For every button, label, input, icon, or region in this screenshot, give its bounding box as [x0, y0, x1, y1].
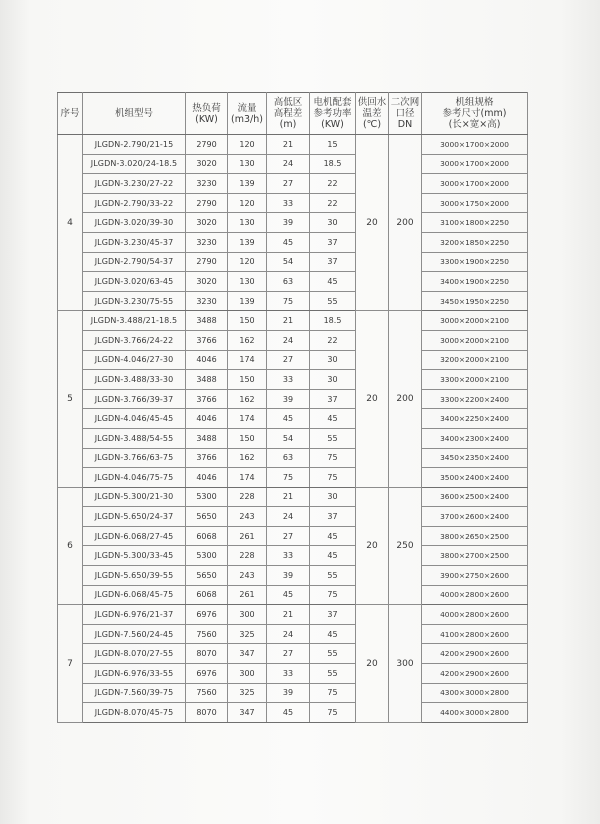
heat-load-cell: 7560 [186, 683, 228, 703]
unit-size-cell: 3200×2000×2100 [422, 350, 528, 370]
elevation-difference-cell: 45 [267, 585, 310, 605]
pipe-dn-cell: 300 [389, 605, 422, 723]
header-seq: 序号 [58, 93, 83, 135]
table-row [58, 703, 528, 723]
table-row [58, 330, 528, 350]
table-row [58, 291, 528, 311]
motor-power-cell: 30 [310, 487, 356, 507]
elevation-difference-cell: 33 [267, 370, 310, 390]
elevation-difference-cell: 45 [267, 409, 310, 429]
motor-power-cell: 30 [310, 370, 356, 390]
group-seq-cell: 6 [58, 487, 83, 605]
unit-size-cell: 3400×2250×2400 [422, 409, 528, 429]
unit-size-cell: 3300×2200×2400 [422, 389, 528, 409]
motor-power-cell: 75 [310, 448, 356, 468]
model-cell: JLGDN-3.230/75-55 [83, 291, 186, 311]
motor-power-cell: 45 [310, 409, 356, 429]
model-cell: JLGDN-7.560/24-45 [83, 624, 186, 644]
table-row [58, 252, 528, 272]
unit-size-cell: 3300×2000×2100 [422, 370, 528, 390]
table-row [58, 370, 528, 390]
flow-cell: 120 [228, 135, 267, 155]
group-seq-cell: 5 [58, 311, 83, 487]
elevation-difference-cell: 21 [267, 311, 310, 331]
elevation-difference-cell: 33 [267, 193, 310, 213]
heat-load-cell: 3020 [186, 272, 228, 292]
unit-size-cell: 4000×2800×2600 [422, 585, 528, 605]
unit-size-cell: 3300×1900×2250 [422, 252, 528, 272]
heat-load-cell: 2790 [186, 252, 228, 272]
spec-table [57, 92, 528, 723]
table-row [58, 135, 528, 155]
table-row [58, 154, 528, 174]
model-cell: JLGDN-2.790/21-15 [83, 135, 186, 155]
unit-size-cell: 3000×1750×2000 [422, 193, 528, 213]
unit-size-cell: 3400×1900×2250 [422, 272, 528, 292]
flow-cell: 243 [228, 507, 267, 527]
header-elevation-difference: 高低区 高程差 (m) [267, 93, 310, 135]
flow-cell: 347 [228, 644, 267, 664]
motor-power-cell: 22 [310, 174, 356, 194]
motor-power-cell: 37 [310, 232, 356, 252]
model-cell: JLGDN-3.020/24-18.5 [83, 154, 186, 174]
elevation-difference-cell: 45 [267, 703, 310, 723]
table-body [58, 135, 528, 723]
flow-cell: 162 [228, 330, 267, 350]
flow-cell: 120 [228, 252, 267, 272]
flow-cell: 243 [228, 566, 267, 586]
elevation-difference-cell: 21 [267, 605, 310, 625]
heat-load-cell: 8070 [186, 703, 228, 723]
temp-difference-cell: 20 [356, 487, 389, 605]
motor-power-cell: 22 [310, 193, 356, 213]
heat-load-cell: 6976 [186, 664, 228, 684]
unit-size-cell: 3400×2300×2400 [422, 428, 528, 448]
elevation-difference-cell: 39 [267, 566, 310, 586]
motor-power-cell: 45 [310, 546, 356, 566]
motor-power-cell: 75 [310, 468, 356, 488]
motor-power-cell: 22 [310, 330, 356, 350]
pipe-dn-cell: 200 [389, 311, 422, 487]
model-cell: JLGDN-8.070/45-75 [83, 703, 186, 723]
header-model: 机组型号 [83, 93, 186, 135]
table-row [58, 487, 528, 507]
elevation-difference-cell: 63 [267, 272, 310, 292]
model-cell: JLGDN-5.300/21-30 [83, 487, 186, 507]
model-cell: JLGDN-4.046/45-45 [83, 409, 186, 429]
table-header-row [58, 93, 528, 135]
flow-cell: 174 [228, 350, 267, 370]
heat-load-cell: 5300 [186, 487, 228, 507]
temp-difference-cell: 20 [356, 605, 389, 723]
model-cell: JLGDN-3.020/63-45 [83, 272, 186, 292]
model-cell: JLGDN-6.068/27-45 [83, 526, 186, 546]
flow-cell: 347 [228, 703, 267, 723]
heat-load-cell: 8070 [186, 644, 228, 664]
table-row [58, 272, 528, 292]
flow-cell: 228 [228, 546, 267, 566]
temp-difference-cell: 20 [356, 135, 389, 311]
heat-load-cell: 3766 [186, 330, 228, 350]
flow-cell: 300 [228, 605, 267, 625]
model-cell: JLGDN-6.976/33-55 [83, 664, 186, 684]
motor-power-cell: 45 [310, 624, 356, 644]
model-cell: JLGDN-3.488/21-18.5 [83, 311, 186, 331]
model-cell: JLGDN-3.766/24-22 [83, 330, 186, 350]
flow-cell: 162 [228, 448, 267, 468]
table-row [58, 546, 528, 566]
elevation-difference-cell: 39 [267, 213, 310, 233]
elevation-difference-cell: 33 [267, 546, 310, 566]
heat-load-cell: 3230 [186, 291, 228, 311]
model-cell: JLGDN-3.488/33-30 [83, 370, 186, 390]
elevation-difference-cell: 24 [267, 624, 310, 644]
flow-cell: 150 [228, 311, 267, 331]
flow-cell: 130 [228, 272, 267, 292]
table-row [58, 624, 528, 644]
heat-load-cell: 3488 [186, 370, 228, 390]
flow-cell: 228 [228, 487, 267, 507]
motor-power-cell: 55 [310, 644, 356, 664]
header-unit-size: 机组规格 参考尺寸(mm) (长×宽×高) [422, 93, 528, 135]
table-row [58, 409, 528, 429]
motor-power-cell: 55 [310, 291, 356, 311]
header-motor-power: 电机配套 参考功率 (KW) [310, 93, 356, 135]
elevation-difference-cell: 27 [267, 174, 310, 194]
unit-size-cell: 4000×2800×2600 [422, 605, 528, 625]
motor-power-cell: 30 [310, 350, 356, 370]
motor-power-cell: 15 [310, 135, 356, 155]
model-cell: JLGDN-3.230/27-22 [83, 174, 186, 194]
model-cell: JLGDN-5.300/33-45 [83, 546, 186, 566]
elevation-difference-cell: 27 [267, 350, 310, 370]
unit-size-cell: 3600×2500×2400 [422, 487, 528, 507]
unit-size-cell: 4100×2800×2600 [422, 624, 528, 644]
motor-power-cell: 55 [310, 566, 356, 586]
heat-load-cell: 3766 [186, 389, 228, 409]
flow-cell: 150 [228, 370, 267, 390]
model-cell: JLGDN-3.488/54-55 [83, 428, 186, 448]
heat-load-cell: 4046 [186, 350, 228, 370]
table-row [58, 468, 528, 488]
flow-cell: 130 [228, 154, 267, 174]
elevation-difference-cell: 33 [267, 664, 310, 684]
heat-load-cell: 3020 [186, 213, 228, 233]
elevation-difference-cell: 75 [267, 468, 310, 488]
model-cell: JLGDN-3.230/45-37 [83, 232, 186, 252]
model-cell: JLGDN-5.650/39-55 [83, 566, 186, 586]
unit-size-cell: 3700×2600×2400 [422, 507, 528, 527]
elevation-difference-cell: 39 [267, 389, 310, 409]
motor-power-cell: 75 [310, 585, 356, 605]
table-row [58, 213, 528, 233]
table-row [58, 683, 528, 703]
heat-load-cell: 6068 [186, 585, 228, 605]
unit-size-cell: 4200×2900×2600 [422, 644, 528, 664]
motor-power-cell: 37 [310, 605, 356, 625]
table-row [58, 428, 528, 448]
flow-cell: 174 [228, 409, 267, 429]
heat-load-cell: 4046 [186, 409, 228, 429]
model-cell: JLGDN-6.068/45-75 [83, 585, 186, 605]
flow-cell: 139 [228, 291, 267, 311]
elevation-difference-cell: 24 [267, 507, 310, 527]
flow-cell: 139 [228, 174, 267, 194]
flow-cell: 130 [228, 213, 267, 233]
model-cell: JLGDN-4.046/27-30 [83, 350, 186, 370]
heat-load-cell: 3488 [186, 311, 228, 331]
unit-size-cell: 3500×2400×2400 [422, 468, 528, 488]
motor-power-cell: 18.5 [310, 154, 356, 174]
unit-size-cell: 3000×1700×2000 [422, 174, 528, 194]
unit-size-cell: 3900×2750×2600 [422, 566, 528, 586]
table-row [58, 174, 528, 194]
motor-power-cell: 75 [310, 703, 356, 723]
flow-cell: 261 [228, 526, 267, 546]
motor-power-cell: 75 [310, 683, 356, 703]
motor-power-cell: 37 [310, 389, 356, 409]
unit-size-cell: 3000×2000×2100 [422, 311, 528, 331]
elevation-difference-cell: 27 [267, 644, 310, 664]
table-row [58, 350, 528, 370]
flow-cell: 261 [228, 585, 267, 605]
flow-cell: 150 [228, 428, 267, 448]
unit-size-cell: 3100×1800×2250 [422, 213, 528, 233]
motor-power-cell: 45 [310, 526, 356, 546]
table-row [58, 526, 528, 546]
heat-load-cell: 3766 [186, 448, 228, 468]
model-cell: JLGDN-6.976/21-37 [83, 605, 186, 625]
table-row [58, 664, 528, 684]
header-heat-load: 热负荷 (KW) [186, 93, 228, 135]
unit-size-cell: 3800×2700×2500 [422, 546, 528, 566]
table-row [58, 193, 528, 213]
motor-power-cell: 18.5 [310, 311, 356, 331]
unit-size-cell: 4200×2900×2600 [422, 664, 528, 684]
heat-load-cell: 3230 [186, 174, 228, 194]
elevation-difference-cell: 63 [267, 448, 310, 468]
heat-load-cell: 5650 [186, 507, 228, 527]
table-row [58, 644, 528, 664]
motor-power-cell: 45 [310, 272, 356, 292]
heat-load-cell: 3230 [186, 232, 228, 252]
model-cell: JLGDN-4.046/75-75 [83, 468, 186, 488]
unit-size-cell: 3200×1850×2250 [422, 232, 528, 252]
table-row [58, 605, 528, 625]
unit-size-cell: 4400×3000×2800 [422, 703, 528, 723]
model-cell: JLGDN-2.790/54-37 [83, 252, 186, 272]
flow-cell: 139 [228, 232, 267, 252]
table-row [58, 507, 528, 527]
heat-load-cell: 2790 [186, 135, 228, 155]
table-row [58, 566, 528, 586]
unit-size-cell: 3000×2000×2100 [422, 330, 528, 350]
unit-size-cell: 3450×1950×2250 [422, 291, 528, 311]
table-row [58, 448, 528, 468]
model-cell: JLGDN-3.020/39-30 [83, 213, 186, 233]
header-pipe-dn: 二次网 口径 DN [389, 93, 422, 135]
unit-size-cell: 3800×2650×2500 [422, 526, 528, 546]
header-temp-difference: 供回水 温差 (℃) [356, 93, 389, 135]
heat-load-cell: 3488 [186, 428, 228, 448]
motor-power-cell: 37 [310, 507, 356, 527]
unit-size-cell: 3000×1700×2000 [422, 154, 528, 174]
table-row [58, 585, 528, 605]
elevation-difference-cell: 21 [267, 487, 310, 507]
unit-size-cell: 4300×3000×2800 [422, 683, 528, 703]
elevation-difference-cell: 39 [267, 683, 310, 703]
elevation-difference-cell: 27 [267, 526, 310, 546]
flow-cell: 120 [228, 193, 267, 213]
table-row [58, 232, 528, 252]
temp-difference-cell: 20 [356, 311, 389, 487]
elevation-difference-cell: 24 [267, 330, 310, 350]
heat-load-cell: 4046 [186, 468, 228, 488]
model-cell: JLGDN-5.650/24-37 [83, 507, 186, 527]
motor-power-cell: 55 [310, 664, 356, 684]
model-cell: JLGDN-2.790/33-22 [83, 193, 186, 213]
heat-load-cell: 3020 [186, 154, 228, 174]
motor-power-cell: 30 [310, 213, 356, 233]
unit-size-cell: 3450×2350×2400 [422, 448, 528, 468]
flow-cell: 300 [228, 664, 267, 684]
group-seq-cell: 4 [58, 135, 83, 311]
flow-cell: 325 [228, 624, 267, 644]
heat-load-cell: 5300 [186, 546, 228, 566]
model-cell: JLGDN-8.070/27-55 [83, 644, 186, 664]
elevation-difference-cell: 54 [267, 428, 310, 448]
elevation-difference-cell: 24 [267, 154, 310, 174]
motor-power-cell: 55 [310, 428, 356, 448]
pipe-dn-cell: 250 [389, 487, 422, 605]
elevation-difference-cell: 54 [267, 252, 310, 272]
elevation-difference-cell: 21 [267, 135, 310, 155]
heat-load-cell: 2790 [186, 193, 228, 213]
table-row [58, 389, 528, 409]
motor-power-cell: 37 [310, 252, 356, 272]
heat-load-cell: 5650 [186, 566, 228, 586]
unit-size-cell: 3000×1700×2000 [422, 135, 528, 155]
flow-cell: 174 [228, 468, 267, 488]
pipe-dn-cell: 200 [389, 135, 422, 311]
group-seq-cell: 7 [58, 605, 83, 723]
heat-load-cell: 6976 [186, 605, 228, 625]
flow-cell: 162 [228, 389, 267, 409]
table-row [58, 311, 528, 331]
elevation-difference-cell: 45 [267, 232, 310, 252]
model-cell: JLGDN-3.766/63-75 [83, 448, 186, 468]
heat-load-cell: 7560 [186, 624, 228, 644]
heat-load-cell: 6068 [186, 526, 228, 546]
model-cell: JLGDN-3.766/39-37 [83, 389, 186, 409]
elevation-difference-cell: 75 [267, 291, 310, 311]
model-cell: JLGDN-7.560/39-75 [83, 683, 186, 703]
header-flow: 流量 (m3/h) [228, 93, 267, 135]
flow-cell: 325 [228, 683, 267, 703]
